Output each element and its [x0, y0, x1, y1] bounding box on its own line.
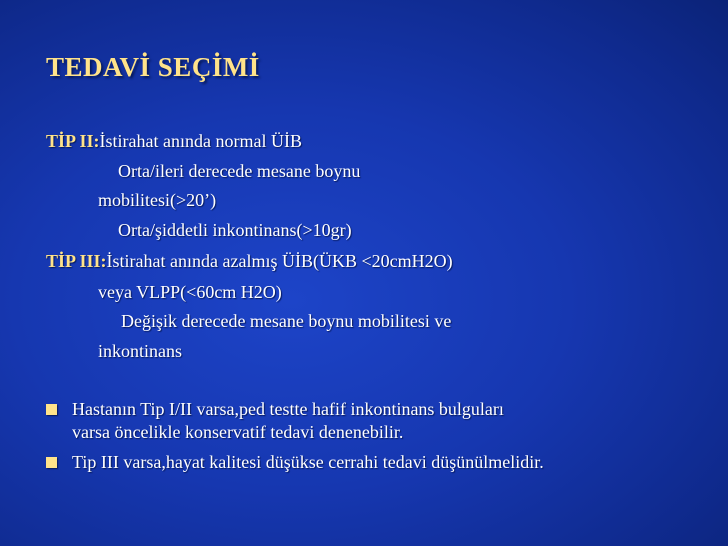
tip3-line-2: veya VLPP(<60cm H2O) — [98, 282, 282, 302]
tip3-text: İstirahat anında azalmış ÜİB(ÜKB <20cmH2O) — [106, 251, 453, 271]
tip2-label: TİP II: — [46, 131, 100, 151]
slide-title: TEDAVİ SEÇİMİ — [46, 52, 260, 82]
square-bullet-icon — [46, 404, 57, 415]
tip3-line-1 — [46, 250, 453, 272]
square-bullet-icon — [46, 457, 57, 468]
tip2-line-4: Orta/şiddetli inkontinans(>10gr) — [118, 220, 352, 240]
tip2-line-2: Orta/ileri derecede mesane boynu — [118, 161, 361, 181]
bullet-1-line-1: Hastanın Tip I/II varsa,ped testte hafif inkontinans bulguları — [72, 399, 504, 419]
tip3-label: TİP III: — [46, 251, 107, 271]
tip3-line-4: inkontinans — [98, 341, 182, 361]
bullet-1-line-2: varsa öncelikle konservatif tedavi denenebilir. — [72, 422, 404, 442]
tip2-line-3: mobilitesi(>20’) — [98, 190, 217, 210]
bullet-2-line-1: Tip III varsa,hayat kalitesi düşükse cerrahi tedavi düşünülmelidir. — [72, 452, 544, 472]
tip3-line-3: Değişik derecede mesane boynu mobilitesi ve — [121, 311, 452, 331]
tip2-text: İstirahat anında normal ÜİB — [99, 131, 302, 151]
tip2-line-1 — [46, 130, 302, 152]
